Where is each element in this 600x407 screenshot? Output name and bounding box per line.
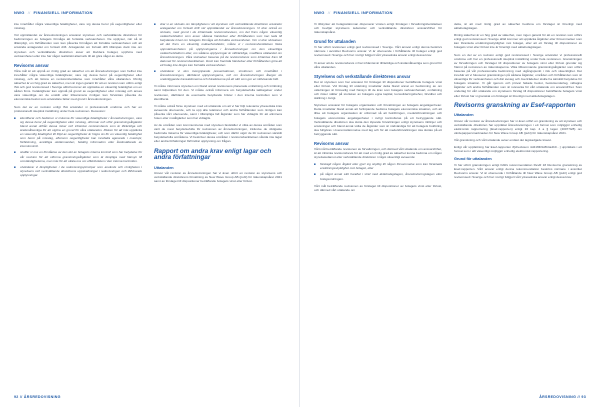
- running-header-left: [14, 10, 93, 15]
- bullet-list: [14, 116, 142, 177]
- bullet-list: [154, 22, 282, 81]
- header-separator: //: [327, 10, 331, 15]
- paragraph: Vi har utfört granskningen enligt FARs rekommendation RevR 18 Revisorns granskning av Esef-rapporten. Vårt ansvar enligt denna rekommendation beskrivs närmare i avsnittet Revisorns ansvar. Vi är oberoende i förhållande till New Wave Group AB (publ) enligt god revisorssed i Sverige och har i övrigt fullgjort vårt yrkesetiska ansvar enligt dessa krav.: [454, 162, 582, 180]
- right-page-column-1: [314, 22, 442, 195]
- paragraph: Vi tillstyrker att bolagsstämman disponerar vinsten enligt förslaget i förvaltningsberättelsen och beviljar styrelsens ledamöter och verkställande direktören ansvarsfrihet för räkenskapsåret.: [314, 22, 442, 35]
- header-section: NWG: [14, 10, 25, 15]
- paragraph: Som del av en revision enligt ISA använder vi professionellt omdöme och har en professionellt skeptisk inställning under hela revisionen. Dessutom:: [14, 104, 142, 113]
- paragraph: Rimlig säkerhet är en hög grad av säkerhet, men ingen garanti för att en revision som utförs enligt god revisionssed i Sverige alltid kommer att upptäcka åtgärder eller försummelser som kan föranleda ersättningsskyldighet mot bolaget, eller att ett förslag till dispositioner av bolagets vinst eller förlust inte är förenligt med aktiebolagslagen.: [454, 33, 582, 50]
- paragraph: Vår granskning och vårt uttalande avser endast det lagstadgade kravet.: [454, 138, 552, 143]
- bullet-item: ■ utvärderar vi lämpligheten i de redovisningsprinciper som används och rimligheten i styrelsens och verkställande direktörens uppskattningar i redovisningen och tillhörande upplysningar.: [14, 165, 142, 177]
- paragraph: Enligt vår uppfattning har Esef-rapporten #[checksum 4d41f0b9c8b4a4b0…] upprättats i ett format som i allt väsentligt möjliggör enhetlig elektronisk rapportering.: [454, 145, 582, 154]
- paragraph: Utöver vår revision av årsredovisningen har vi även utfört en revision av styrelsens och verkställande direktörens förvaltning av New Wave Group AB (publ) för räkenskapsåret 2021 samt av förslaget till dispositioner beträffande bolagets vinst eller förlust.: [154, 171, 282, 184]
- section-heading: Revisorns ansvar: [314, 140, 349, 146]
- bullet-item: ■ på något annat sätt handlat i strid med aktiebolagslagen, årsredovisningslagen eller bolagsordningen.: [314, 172, 442, 180]
- paragraph: Vi anser att de revisionsbevis vi har inhämtat är tillräckliga och ändamålsenliga som grund för våra uttalanden.: [314, 60, 442, 69]
- paragraph: Styrelsen ansvarar för bolagets organisation och förvaltningen av bolagets angelägenheter. Detta innefattar bland annat att fortlöpande bedöma bolagets ekonomiska situation, och att tillse att bolagets organisation är utformad så att bokföringen, medelsförvaltningen och bolagets ekonomiska angelägenheter i övrigt kontrolleras på ett betryggande sätt. Verkställande direktören ska sköta den löpande förvaltningen enligt styrelsens riktlinjer och anvisningar och bland annat vidta de åtgärder som är nödvändiga för att bolagets bokföring ska fullgöras i överensstämmelse med lag och för att medelsförvaltningen ska skötas på ett betryggande sätt.: [314, 103, 442, 136]
- left-page-column-2: [154, 22, 282, 187]
- left-page-column-1: [14, 22, 142, 180]
- right-page-column-2: [454, 22, 582, 182]
- header-title: FINANSIELL INFORMATION: [333, 10, 393, 15]
- report-heading: Revisorns granskning av Esef-rapporten: [454, 101, 576, 109]
- bullet-item: ■ företagit någon åtgärd eller gjort sig skyldig till någon försummelse som kan föranleda ersättningsskyldighet mot bolaget, eller: [314, 162, 442, 170]
- paragraph: Vårt mål beträffande revisionen av förvaltningen, och därmed vårt uttalande om ansvarsfrihet, är att inhämta revisionsbevis för att med en rimlig grad av säkerhet kunna bedöma om någon styrelseledamot eller verkställande direktören i något väsentligt avseende:: [314, 146, 442, 160]
- bullet-item: ■ skaffar vi oss en förståelse av den del av bolagets interna kontroll som har betydelse för vår revision för att utforma granskningsåtgärder som är lämpliga med hänsyn till omständigheterna, men inte för att uttala oss om effektiviteten i den interna kontrollen.: [14, 150, 142, 162]
- section-heading: Styrelsens och verkställande direktörens ansvar: [314, 73, 411, 79]
- paragraph: Vi måste också förse styrelsen med ett uttalande om att vi har följt relevanta yrkesetiska krav avseende oberoende, och ta upp alla relationer och andra förhållanden som rimligen kan påverka vårt oberoende, samt i tillämpliga fall åtgärder som har vidtagits för att eliminera hoten eller motåtgärder som har vidtagits.: [154, 103, 282, 120]
- page-number: 93: [581, 395, 586, 399]
- paragraph: Våra mål är att uppnå en rimlig grad av säkerhet om att årsredovisningen som helhet inte innehåller några väsentliga felaktigheter, vare sig dessa beror på oegentligheter eller misstag, och att lämna en revisionsberättelse som innehåller våra uttalanden. Rimlig säkerhet är en hög grad av säkerhet, men är ingen garanti för att en revision som utförs enligt ISA och god revisionssed i Sverige alltid kommer att upptäcka en väsentlig felaktighet om en sådan finns. Felaktigheter kan uppstå på grund av oegentligheter eller misstag och anses vara väsentliga om de enskilt eller tillsammans rimligen kan förväntas påverka de ekonomiska beslut som användare fattar med grund i årsredovisningen.: [14, 68, 142, 102]
- paragraph: inte innehåller några väsentliga felaktigheter, vare sig dessa beror på oegentligheter eller misstag.: [14, 22, 142, 31]
- paragraph: Av de områden som kommuniceras med styrelsen fastställer vi vilka av dessa områden som varit de mest betydelsefulla för revisionen av årsredovisningen, inklusive de viktigaste bedömda riskerna för väsentliga felaktigheter, och som därför utgör de för revisionen särskilt betydelsefulla områdena. Vi beskriver dessa områden i revisionsberättelsen såvida inte lagar eller andra författningar förhindrar upplysning om frågan.: [154, 123, 282, 144]
- subsection-heading: Uttalanden: [154, 165, 174, 170]
- header-section: NWG: [314, 10, 325, 15]
- section-heading: Revisorns ansvar: [14, 62, 49, 68]
- folio-label: ÅRSREDOVISNING: [23, 395, 61, 399]
- folio-label: ÅRSREDOVISNING: [539, 395, 577, 399]
- page-folio-left: 92 // ÅRSREDOVISNING: [14, 395, 61, 399]
- bullet-item: ■ utvärderar vi den övergripande presentationen, strukturen och innehållet i årsredovisningen, däribland upplysningarna, och om årsredovisningen återger de underliggande transaktionerna och händelserna på ett sätt som ger en rättvisande bild.: [154, 69, 282, 81]
- header-separator: //: [27, 10, 31, 15]
- right-page: [300, 0, 600, 407]
- paragraph: Utöver vår revision av årsredovisningen har vi även utfört en granskning av att styrelsen och verkställande direktören har upprättat årsredovisningen i ett format som möjliggör enhetlig elektronisk rapportering (Esef-rapporten) enligt 16 kap. 4 a § lagen (2007:528) om värdepappersmarknaden för New Wave Group AB (publ) för räkenskapsåret 2021.: [454, 118, 582, 135]
- bullet-item: ■ identifierar och bedömer vi riskerna för väsentliga felaktigheter i årsredovisningen, vare sig dessa beror på oegentligheter eller misstag, utformar och utför granskningsåtgärder bland annat utifrån dessa risker och inhämtar revisionsbevis som är tillräckliga och ändamålsenliga för att utgöra en grund för våra uttalanden. Risken för att inte upptäcka en väsentlig felaktighet till följd av oegentligheter är högre än för en väsentlig felaktighet som beror på misstag, eftersom oegentligheter kan innefatta agerande i maskopi, förfalskning, avsiktliga utelämnanden, felaktig information eller åsidosättande av internkontroll.: [14, 116, 142, 149]
- running-header-right: [314, 10, 393, 15]
- header-title: FINANSIELL INFORMATION: [33, 10, 93, 15]
- page-folio-right: ÅRSREDOVISNING // 93: [539, 395, 586, 399]
- paragraph: Vi har utfört revisionen enligt god revisionssed i Sverige. Vårt ansvar enligt denna beskrivs närmare i avsnittet Revisorns ansvar. Vi är oberoende i förhållande till bolaget enligt god revisorssed i Sverige och har i övrigt fullgjort vårt yrkesetiska ansvar enligt dessa krav.: [314, 45, 442, 58]
- paragraph: Det är styrelsen som har ansvaret för förslaget till dispositioner beträffande bolagets vinst eller förlust. Vid förslag till utdelning innefattar detta bland annat en bedömning av om utdelningen är försvarlig med hänsyn till de krav som bolagets verksamhetsart, omfattning och risker ställer på storleken av bolagets egna kapital, konsolideringsbehov, likviditet och ställning i övrigt.: [314, 79, 442, 101]
- paragraph: Vi måste informera styrelsen om bland annat revisionens planerade omfattning och inriktning samt tidpunkten för den. Vi måste också informera om betydelsefulla iakttagelser under revisionen, däribland de eventuella betydande brister i den interna kontrollen som vi identifierat.: [154, 84, 282, 101]
- paragraph: detta, är att med rimlig grad av säkerhet bedöma om förslaget är förenligt med aktiebolagslagen.: [454, 22, 582, 31]
- page-number: 92: [14, 395, 19, 399]
- bullet-item: ■ drar vi en slutsats om lämpligheten i att styrelsen och verkställande direktören använder antagandet om fortsatt drift vid upprättandet av årsredovisningen. Vi drar också en slutsats, med grund i de inhämtade revisionsbevisen, om det finns någon väsentlig osäkerhetsfaktor som avser sådana händelser eller förhållanden som kan leda till betydande tvivel om bolagets förmåga att fortsätta verksamheten. Om vi drar slutsatsen att det finns en väsentlig osäkerhetsfaktor, måste vi i revisionsberättelsen fästa uppmärksamheten på upplysningarna i årsredovisningen om den väsentliga osäkerhetsfaktorn eller, om sådana upplysningar är otillräckliga, modifiera uttalandet om årsredovisningen. Våra slutsatser baseras på de revisionsbevis som inhämtas fram till datumet för revisionsberättelsen. Dock kan framtida händelser eller förhållanden göra att ett bolag inte längre kan fortsätta verksamheten.: [154, 22, 282, 67]
- paragraph: Som en del av en revision enligt god revisionssed i Sverige använder vi professionellt omdöme och har en professionellt skeptisk inställning under hela revisionen. Granskningen av förvaltningen och förslaget till dispositioner av bolagets vinst eller förlust grundar sig främst på revisionen av räkenskaperna. Vilka tillkommande granskningsåtgärder som utförs baseras på vår professionella bedömning med utgångspunkt i risk och väsentlighet. Det innebär att vi fokuserar granskningen på sådana åtgärder, områden och förhållanden som är väsentliga för verksamheten och där avsteg och överträdelser skulle ha särskild betydelse för bolagets situation. Vi går igenom och prövar fattade beslut, beslutsunderlag, vidtagna åtgärder och andra förhållanden som är relevanta för vårt uttalande om ansvarsfrihet. Som underlag för vårt uttalande om styrelsens förslag till dispositioner beträffande bolagets vinst eller förlust har vi granskat om förslaget är förenligt med aktiebolagslagen.: [454, 52, 582, 98]
- subsection-heading: Grund för uttalanden: [454, 157, 492, 162]
- subsection-heading: Uttalanden: [454, 113, 474, 118]
- section-heading: Grund för uttalanden: [314, 39, 356, 45]
- paragraph: Vårt mål beträffande revisionen av förslaget till dispositioner av bolagets vinst eller förlust, och därmed vårt uttalande om: [314, 183, 442, 192]
- paragraph: Vid upprättandet av årsredovisningen ansvarar styrelsen och verkställande direktören för bedömningen av bolagets förmåga att fortsätta verksamheten. De upplyser, när så är tillämpligt, om förhållanden som kan påverka förmågan att fortsätta verksamheten och att använda antagandet om fortsatt drift. Antagandet om fortsatt drift tillämpas dock inte om styrelsen och verkställande direktören avser att likvidera bolaget, upphöra med verksamheten eller inte har något realistiskt alternativ till att göra något av detta.: [14, 33, 142, 58]
- bullet-list: [314, 162, 442, 180]
- report-heading: Rapport om andra krav enligt lagar och andra författningar: [154, 147, 272, 162]
